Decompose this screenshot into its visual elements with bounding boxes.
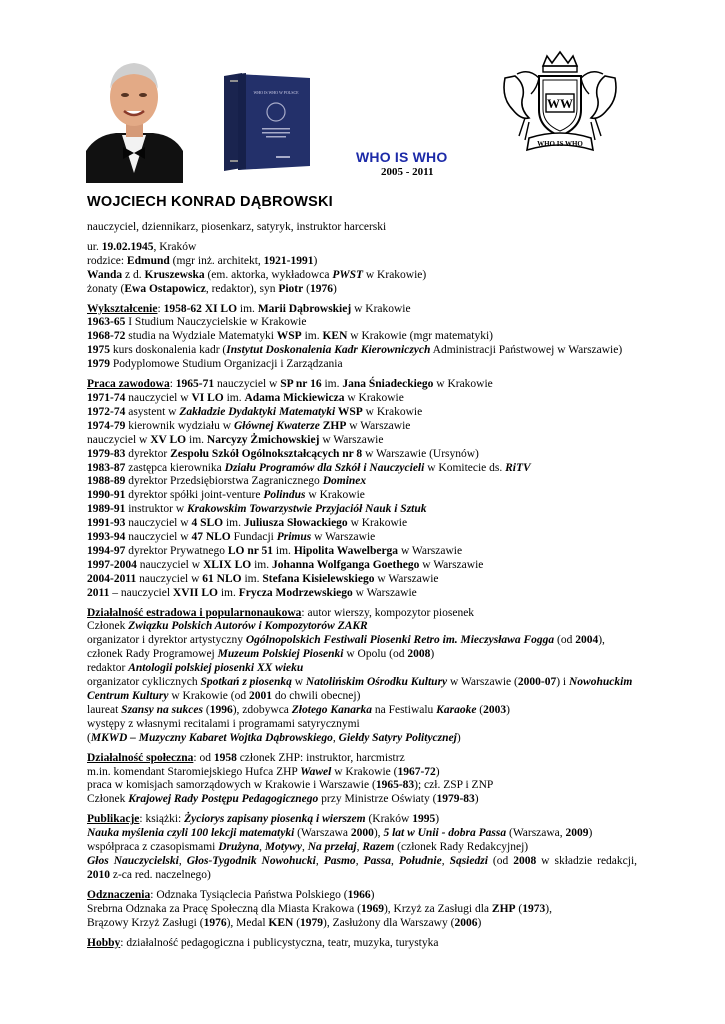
crest-ribbon-text: WHO IS WHO [537,140,583,148]
portrait-photo [86,55,183,183]
section-publications: Publikacje: książki: Życiorys zapisany piosenką i wierszem (Kraków 1995) Nauka myślenia czyli 100 lekcji matematyki (Warszawa 2000), 5 lat w Unii - dobra Passa (Warszawa, 2009) współpraca z czasopismami Drużyna, Motywy, Na przełaj, Razem (członek Rady Redakcyjnej) Głos Nauczycielski, Głos-Tygodnik Nowohucki, Pasmo, Passa, Południe, Sąsiedzi (od 2008 w składzie redakcji, 2010 z-ca red. naczelnego) [87,813,638,881]
professions: nauczyciel, dziennikarz, piosenkarz, satyryk, instruktor harcerski [87,221,387,233]
section-social: Działalność społeczna: od 1958 członek ZHP: instruktor, harcmistrz m.in. komendant Staromiejskiego Hufca ZHP Wawel w Krakowie (1967-72) praca w komisjach samorządowych w Krakowie i Warszawie (1965-83); czł. ZSP i ZNP Członek Krajowej Rady Postępu Pedagogicznego przy Ministrze Oświaty (1979-83) [87,751,494,806]
brand-title: WHO IS WHO [356,149,448,165]
section-entertainment: Działalność estradowa i popularnonaukowa: autor wierszy, kompozytor piosenek Członek Związku Polskich Autorów i Kompozytorów ZAKR organizator i dyrektor artystyczny Ogólnopolskich Festiwali Piosenki Retro im. Mieczysława Fogga (od 2004), członek Rady Programowej Muzeum Polskiej Piosenki w Opolu (od 2008) redaktor Antologii polskiej piosenki XX wieku organizator cyklicznych Spotkań z piosenką w Natolińskim Ośrodku Kultury w Warszawie (2000-07) i Nowohuckim Centrum Kultury w Krakowie (od 2001 do chwili obecnej) laureat Szansy na sukces (1996), zdobywca Złotego Kanarka na Festiwalu Karaoke (2003) występy z własnymi recitalami i programami satyrycznymi (MKWD – Muzyczny Kabaret Wojtka Dąbrowskiego, Giełdy Satyry Politycznej) [87,606,633,744]
section-career: Praca zawodowa: 1965-71 nauczyciel w SP nr 16 im. Jana Śniadeckiego w Krakowie 1971-74 nauczyciel w VI LO im. Adama Mickiewicza w Krakowie 1972-74 asystent w Zakładzie Dydaktyki Matematyki WSP w Krakowie 1974-79 kierownik wydziału w Głównej Kwaterze ZHP w Warszawie nauczyciel w XV LO im. Narcyzy Żmichowskiej w Warszawie 1979-83 dyrektor Zespołu Szkół Ogólnokształcących nr 8 w Warszawie (Ursynów) 1983-87 zastępca kierownika Działu Programów dla Szkół i Nauczycieli w Komitecie ds. RiTV 1988-89 dyrektor Przedsiębiorstwa Zagranicznego Dominex 1990-91 dyrektor spółki joint-venture Polindus w Krakowie 1989-91 instruktor w Krakowskim Towarzystwie Przyjaciół Nauk i Sztuk 1991-93 nauczyciel w 4 SLO im. Juliusza Słowackiego w Krakowie 1993-94 nauczyciel w 47 NLO Fundacji Primus w Warszawie 1994-97 dyrektor Prywatnego LO nr 51 im. Hipolita Wawelberga w Warszawie 1997-2004 nauczyciel w XLIX LO im. Johanna Wolfganga Goethego w Warszawie 2004-2011 nauczyciel w 61 NLO im. Stefana Kisielewskiego w Warszawie 2011 – nauczyciel XVII LO im. Frycza Modrzewskiego w Warszawie [87,378,531,599]
crest-monogram: WW [547,96,573,111]
brand-years: 2005 - 2011 [381,166,434,178]
section-education: Wykształcenie: 1958-62 XI LO im. Marii Dąbrowskiej w Krakowie 1963-65 I Studium Nauczycielskie w Krakowie 1968-72 studia na Wydziale Matematyki WSP im. KEN w Krakowie (mgr matematyki) 1975 kurs doskonalenia kadr (Instytut Doskonalenia Kadr Kierowniczych Administracji Państwowej w Warszawie) 1979 Podyplomowe Studium Organizacji i Zarządzania [87,302,623,371]
personal-info: ur. 19.02.1945, Kraków rodzice: Edmund (mgr inż. architekt, 1921-1991) Wanda z d. Kruszewska (em. aktorka, wykładowca PWST w Krakowie) żonaty (Ewa Ostapowicz, redaktor), syn Piotr (1976) [87,240,427,295]
section-hobby: Hobby: działalność pedagogiczna i publicystyczna, teatr, muzyka, turystyka [87,936,439,949]
section-awards: Odznaczenia: Odznaka Tysiąclecia Państwa Polskiego (1966) Srebrna Odznaka za Pracę Społeczną dla Miasta Krakowa (1969), Krzyż za Zasługi dla ZHP (1973), Brązowy Krzyż Zasługi (1976), Medal KEN (1979), Zasłużony dla Warszawy (2006) [87,888,552,929]
who-is-who-crest-logo [499,48,621,158]
biography-content [87,221,637,950]
person-name: WOJCIECH KONRAD DĄBROWSKI [87,194,333,210]
who-is-who-books-image [222,72,312,172]
book-cover-title: WHO IS WHO W POLSCE [253,90,299,95]
